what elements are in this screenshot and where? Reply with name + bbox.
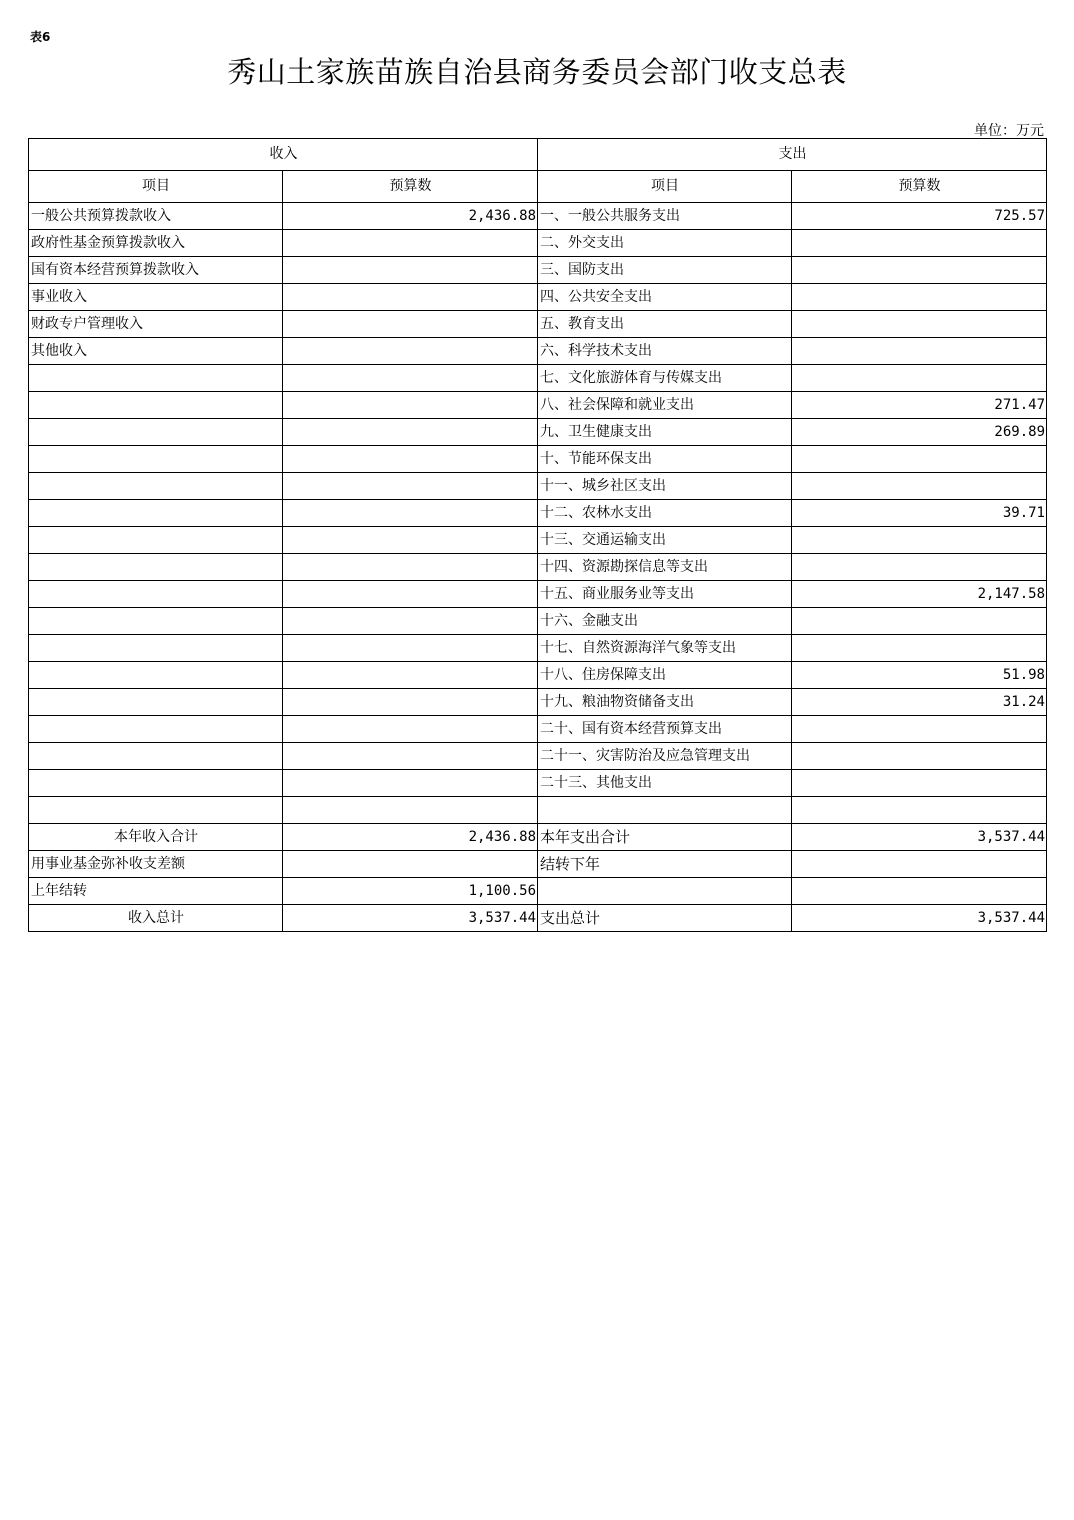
table-row bbox=[29, 635, 1047, 662]
table-row bbox=[29, 257, 1047, 284]
income-item-header: 项目 bbox=[29, 171, 283, 203]
income-item-cell bbox=[29, 716, 283, 743]
table-row bbox=[29, 554, 1047, 581]
expense-item-cell: 五、教育支出 bbox=[538, 311, 792, 338]
expense-item-cell: 二十一、灾害防治及应急管理支出 bbox=[538, 743, 792, 770]
year-total-row bbox=[29, 824, 1047, 851]
income-item-cell bbox=[29, 392, 283, 419]
year-expense-label: 本年支出合计 bbox=[538, 824, 792, 851]
year-income-label: 本年收入合计 bbox=[29, 824, 283, 851]
expense-item-cell: 十三、交通运输支出 bbox=[538, 527, 792, 554]
income-value-cell bbox=[283, 662, 538, 689]
last-year-label: 上年结转 bbox=[29, 878, 283, 905]
income-value-cell bbox=[283, 689, 538, 716]
expense-item-cell: 十六、金融支出 bbox=[538, 608, 792, 635]
expense-value-cell: 51.98 bbox=[792, 662, 1047, 689]
table-row bbox=[29, 203, 1047, 230]
expense-value-cell: 39.71 bbox=[792, 500, 1047, 527]
income-item-cell bbox=[29, 473, 283, 500]
expense-value-cell bbox=[792, 635, 1047, 662]
income-item-cell: 其他收入 bbox=[29, 338, 283, 365]
expense-item-cell: 六、科学技术支出 bbox=[538, 338, 792, 365]
table-row bbox=[29, 743, 1047, 770]
expense-value-cell bbox=[792, 608, 1047, 635]
expense-section-header: 支出 bbox=[538, 139, 1047, 171]
income-value-cell bbox=[283, 365, 538, 392]
income-item-cell bbox=[29, 419, 283, 446]
income-value-cell bbox=[283, 392, 538, 419]
unit-label: 单位：万元 bbox=[974, 123, 1044, 139]
expense-value-cell bbox=[792, 716, 1047, 743]
income-item-cell bbox=[29, 608, 283, 635]
income-item-cell bbox=[29, 527, 283, 554]
expense-value-cell bbox=[792, 311, 1047, 338]
table-row bbox=[29, 446, 1047, 473]
income-item-cell bbox=[29, 446, 283, 473]
table-row bbox=[29, 365, 1047, 392]
page-title: 秀山土家族苗族自治县商务委员会部门收支总表 bbox=[227, 55, 847, 89]
table-row bbox=[29, 527, 1047, 554]
income-value-cell bbox=[283, 581, 538, 608]
expense-value-cell: 725.57 bbox=[792, 203, 1047, 230]
column-header-row bbox=[29, 171, 1047, 203]
expense-value-cell bbox=[792, 743, 1047, 770]
expense-value-cell bbox=[792, 284, 1047, 311]
income-value-cell bbox=[283, 554, 538, 581]
income-item-cell bbox=[29, 500, 283, 527]
expense-value-cell: 271.47 bbox=[792, 392, 1047, 419]
income-item-cell: 国有资本经营预算拨款收入 bbox=[29, 257, 283, 284]
expense-item-cell: 十四、资源勘探信息等支出 bbox=[538, 554, 792, 581]
expense-value-cell bbox=[792, 473, 1047, 500]
expense-item-cell: 十七、自然资源海洋气象等支出 bbox=[538, 635, 792, 662]
income-item-cell bbox=[29, 365, 283, 392]
table-row bbox=[29, 392, 1047, 419]
income-item-cell bbox=[29, 554, 283, 581]
income-value-cell bbox=[283, 527, 538, 554]
expense-item-cell: 九、卫生健康支出 bbox=[538, 419, 792, 446]
income-item-cell: 事业收入 bbox=[29, 284, 283, 311]
income-budget-header: 预算数 bbox=[283, 171, 538, 203]
income-value-cell: 2,436.88 bbox=[283, 203, 538, 230]
fund-label: 用事业基金弥补收支差额 bbox=[29, 851, 283, 878]
income-item-cell bbox=[29, 689, 283, 716]
income-item-cell bbox=[29, 797, 283, 824]
total-expense-value: 3,537.44 bbox=[792, 905, 1047, 932]
expense-item-cell: 七、文化旅游体育与传媒支出 bbox=[538, 365, 792, 392]
expense-value-cell: 269.89 bbox=[792, 419, 1047, 446]
expense-value-cell bbox=[792, 257, 1047, 284]
total-expense-label: 支出总计 bbox=[538, 905, 792, 932]
expense-item-cell: 四、公共安全支出 bbox=[538, 284, 792, 311]
table-row bbox=[29, 230, 1047, 257]
last-year-row bbox=[29, 878, 1047, 905]
income-item-cell bbox=[29, 662, 283, 689]
carry-next-value bbox=[792, 851, 1047, 878]
expense-item-cell: 二十三、其他支出 bbox=[538, 770, 792, 797]
income-section-header: 收入 bbox=[29, 139, 538, 171]
expense-item-cell: 三、国防支出 bbox=[538, 257, 792, 284]
income-item-cell bbox=[29, 635, 283, 662]
expense-item-cell: 十五、商业服务业等支出 bbox=[538, 581, 792, 608]
carry-next-label: 结转下年 bbox=[538, 851, 792, 878]
table-row bbox=[29, 689, 1047, 716]
table-row bbox=[29, 797, 1047, 824]
table-row bbox=[29, 473, 1047, 500]
expense-value-cell bbox=[792, 797, 1047, 824]
expense-item-cell: 二十、国有资本经营预算支出 bbox=[538, 716, 792, 743]
table-row bbox=[29, 581, 1047, 608]
expense-value-cell bbox=[792, 770, 1047, 797]
income-item-cell: 政府性基金预算拨款收入 bbox=[29, 230, 283, 257]
table-row bbox=[29, 338, 1047, 365]
year-income-value: 2,436.88 bbox=[283, 824, 538, 851]
expense-value-cell bbox=[792, 554, 1047, 581]
expense-item-cell: 八、社会保障和就业支出 bbox=[538, 392, 792, 419]
expense-budget-header: 预算数 bbox=[792, 171, 1047, 203]
table-row bbox=[29, 311, 1047, 338]
table-row bbox=[29, 284, 1047, 311]
table-row bbox=[29, 419, 1047, 446]
expense-item-cell: 十、节能环保支出 bbox=[538, 446, 792, 473]
income-value-cell bbox=[283, 473, 538, 500]
expense-item-cell: 十九、粮油物资储备支出 bbox=[538, 689, 792, 716]
empty-cell bbox=[538, 878, 792, 905]
total-income-label: 收入总计 bbox=[29, 905, 283, 932]
table-number: 表6 bbox=[30, 30, 51, 44]
grand-total-row bbox=[29, 905, 1047, 932]
expense-value-cell bbox=[792, 527, 1047, 554]
income-item-cell bbox=[29, 743, 283, 770]
table-row bbox=[29, 662, 1047, 689]
expense-item-cell: 一、一般公共服务支出 bbox=[538, 203, 792, 230]
income-item-cell: 一般公共预算拨款收入 bbox=[29, 203, 283, 230]
table-row bbox=[29, 500, 1047, 527]
expense-value-cell bbox=[792, 338, 1047, 365]
table-row bbox=[29, 770, 1047, 797]
income-value-cell bbox=[283, 230, 538, 257]
income-value-cell bbox=[283, 500, 538, 527]
income-value-cell bbox=[283, 257, 538, 284]
table-row bbox=[29, 608, 1047, 635]
fund-value bbox=[283, 851, 538, 878]
expense-item-cell: 十二、农林水支出 bbox=[538, 500, 792, 527]
expense-item-cell: 二、外交支出 bbox=[538, 230, 792, 257]
expense-item-cell: 十八、住房保障支出 bbox=[538, 662, 792, 689]
last-year-value: 1,100.56 bbox=[283, 878, 538, 905]
income-value-cell bbox=[283, 797, 538, 824]
income-item-cell: 财政专户管理收入 bbox=[29, 311, 283, 338]
income-value-cell bbox=[283, 716, 538, 743]
section-header-row bbox=[29, 139, 1047, 171]
expense-item-cell: 十一、城乡社区支出 bbox=[538, 473, 792, 500]
budget-table bbox=[28, 138, 1047, 932]
expense-value-cell: 2,147.58 bbox=[792, 581, 1047, 608]
income-value-cell bbox=[283, 635, 538, 662]
income-value-cell bbox=[283, 608, 538, 635]
fund-row bbox=[29, 851, 1047, 878]
income-item-cell bbox=[29, 581, 283, 608]
income-value-cell bbox=[283, 338, 538, 365]
income-value-cell bbox=[283, 743, 538, 770]
expense-item-cell bbox=[538, 797, 792, 824]
income-value-cell bbox=[283, 419, 538, 446]
empty-cell bbox=[792, 878, 1047, 905]
income-value-cell bbox=[283, 770, 538, 797]
expense-value-cell bbox=[792, 230, 1047, 257]
total-income-value: 3,537.44 bbox=[283, 905, 538, 932]
year-expense-value: 3,537.44 bbox=[792, 824, 1047, 851]
income-value-cell bbox=[283, 284, 538, 311]
income-value-cell bbox=[283, 446, 538, 473]
income-item-cell bbox=[29, 770, 283, 797]
expense-value-cell bbox=[792, 365, 1047, 392]
expense-value-cell bbox=[792, 446, 1047, 473]
expense-value-cell: 31.24 bbox=[792, 689, 1047, 716]
table-row bbox=[29, 716, 1047, 743]
income-value-cell bbox=[283, 311, 538, 338]
expense-item-header: 项目 bbox=[538, 171, 792, 203]
